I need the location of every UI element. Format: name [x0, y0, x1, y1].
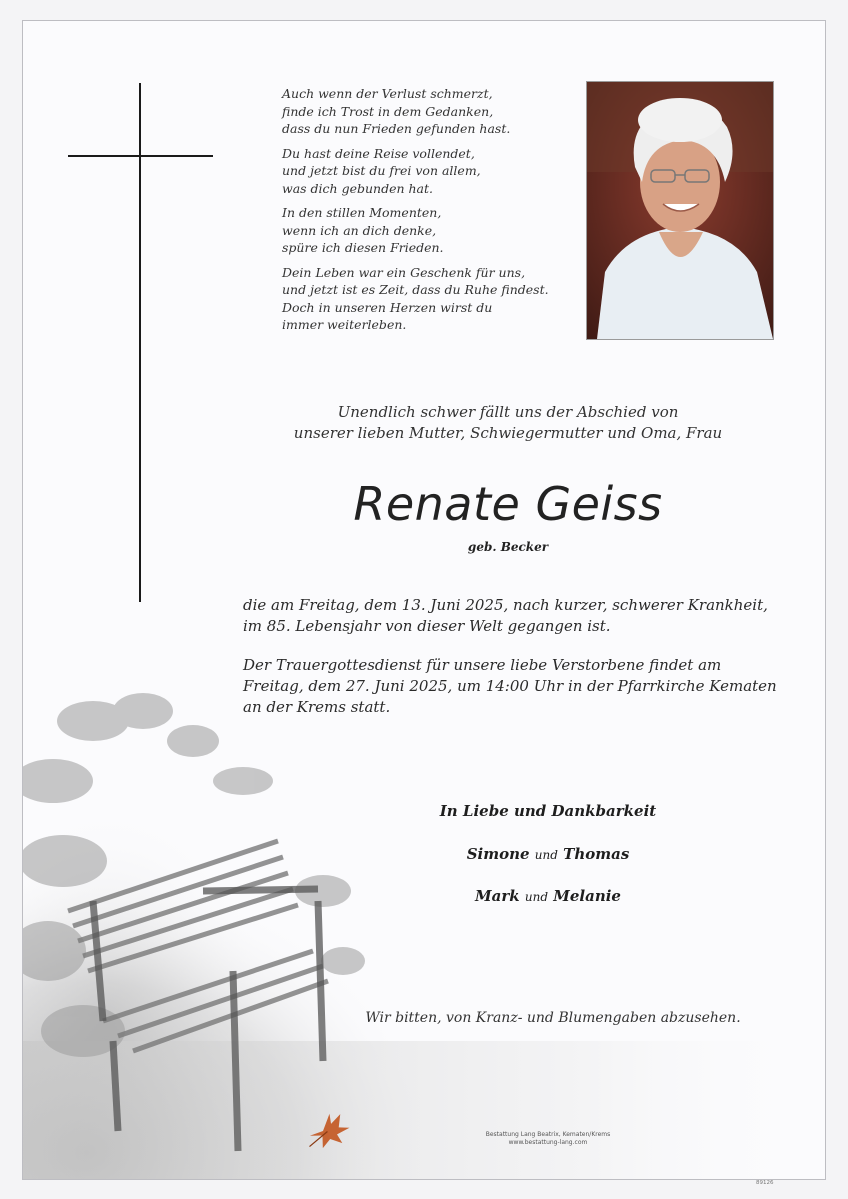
poem-line: immer weiterleben. [282, 317, 407, 332]
mourner-name: Mark [475, 887, 520, 905]
birth-name: geb. Becker [467, 540, 549, 554]
portrait-photo [586, 81, 774, 340]
poem-stanza [282, 204, 572, 257]
undertaker-footer [443, 1131, 653, 1147]
poem-line: und jetzt bist du frei von allem, [282, 163, 481, 178]
poem-line: Du hast deine Reise vollendet, [282, 145, 475, 161]
poem-stanza [282, 264, 572, 334]
poem-line: In den stillen Momenten, [282, 205, 442, 220]
mourners-line [383, 887, 713, 905]
poem-line: und jetzt ist es Zeit, dass du Ruhe findest. [282, 282, 549, 297]
poem-line: Auch wenn der Verlust schmerzt, [282, 86, 493, 101]
poem-stanza [282, 85, 572, 138]
poem-line: finde ich Trost in dem Gedanken, [282, 103, 494, 119]
undertaker-website: www.bestattung-lang.com [508, 1139, 588, 1146]
flower-request: Wir bitten, von Kranz- und Blumengaben abzusehen. [365, 1010, 741, 1026]
conjunction: und [524, 890, 549, 904]
poem-line: Dein Leben war ein Geschenk für uns, [282, 264, 526, 280]
cross-horizontal-bar [68, 155, 213, 157]
cross-vertical-bar [139, 83, 141, 602]
poem-line: dass du nun Frieden gefunden hast. [282, 121, 511, 136]
poem-line: spüre ich diesen Frieden. [282, 240, 444, 255]
mourner-name: Thomas [563, 845, 630, 863]
poem-line: wenn ich an dich denke, [282, 222, 437, 238]
poem [282, 85, 572, 341]
print-code: 89126 [756, 1180, 774, 1186]
conjunction: und [534, 848, 558, 862]
intro-text [223, 402, 793, 444]
intro-line: unserer lieben Mutter, Schwiegermutter und Oma, Frau [293, 424, 723, 442]
poem-stanza [282, 145, 572, 198]
mourner-name: Melanie [553, 887, 621, 905]
poem-line: Doch in unseren Herzen wirst du [282, 299, 493, 315]
deceased-name: Renate Geiss [353, 477, 663, 531]
service-details: Der Trauergottesdienst für unsere liebe Verstorbene findet am Freitag, dem 27. Juni 2025, um 14:00 Uhr in der Pfarrkirche Kematen an der Krems statt. [243, 656, 777, 716]
death-details: die am Freitag, dem 13. Juni 2025, nach kurzer, schwerer Krankheit, im 85. Lebensjahr von dieser Welt gegangen ist. [243, 596, 768, 635]
mourner-name: Simone [466, 845, 530, 863]
poem-line: was dich gebunden hat. [282, 180, 433, 196]
intro-line: Unendlich schwer fällt uns der Abschied von [337, 403, 679, 421]
parte-page [22, 20, 826, 1180]
undertaker-name: Bestattung Lang Beatrix, Kematen/Krems [485, 1131, 611, 1138]
closing-heading: In Liebe und Dankbarkeit [439, 802, 657, 820]
mourners-line [383, 845, 713, 863]
